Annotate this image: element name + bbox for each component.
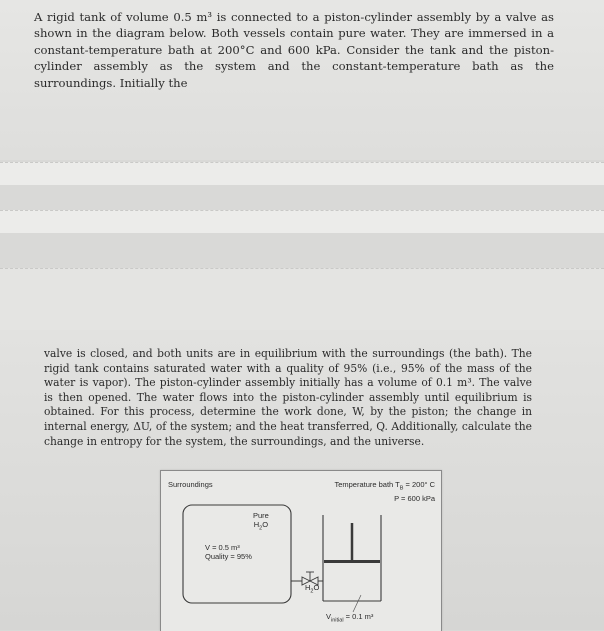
pure-water-label [253,511,269,534]
cyl-formula-sub: 2 [310,588,314,595]
vinit-value: = 0.1 m³ [343,612,374,621]
bath-temperature-value: = 200° C [403,480,435,489]
system-diagram [160,470,442,631]
pure-text: Pure [253,511,269,520]
cylinder-water-label [305,583,319,595]
cyl-formula-o: O [313,583,320,592]
problem-paragraph-1: A rigid tank of volume 0.5 m³ is connected to a piston-cylinder assembly by a valve as shown in the diagram below. Both vessels contain pure water. They are immersed in a constant-temperature bath at 200°C and 600 kPa. Consider the tank and the piston-cylinder assembly as the system and the constant-temperature bath as the surroundings. Initially the [34,10,554,90]
tank-quality: Quality = 95% [205,552,252,561]
water-formula-sub: 2 [259,525,263,532]
cyl-formula-h: H [305,583,311,592]
bath-label [334,480,435,503]
bath-temperature-text: Temperature bath T [334,480,400,489]
water-formula-h: H [253,520,260,529]
piston [324,560,380,563]
bath-temperature-subscript: B [399,485,404,492]
problem-paragraph-2: valve is closed, and both units are in equilibrium with the surroundings (the bath). The rigid tank contains saturated water with a quality of 95% (i.e., 95% of the mass of the water is vapor). The piston-cylinder assembly initially has a volume of 0.1 m³. The valve is then opened. The water flows into the piston-cylinder assembly until equilibrium is obtained. For this process, determine the work done, W, by the piston; the change in internal energy, ΔU, of the system; and the heat transferred, Q. Additionally, calculate the change in entropy for the system, the surroundings, and the universe. [44,347,532,448]
initial-volume-label [326,612,373,624]
bath-pressure: P = 600 kPa [394,493,435,503]
tank-volume: V = 0.5 m³ [205,543,240,552]
blank-band [0,162,604,185]
water-formula-o: O [262,520,269,529]
vinit-subscript: initial [331,617,344,624]
tank-properties [205,543,252,561]
volume-pointer [353,595,361,612]
vinit-v: V [326,612,332,621]
blank-band [0,210,604,233]
blank-band [0,268,604,331]
surroundings-label: Surroundings [168,480,213,489]
